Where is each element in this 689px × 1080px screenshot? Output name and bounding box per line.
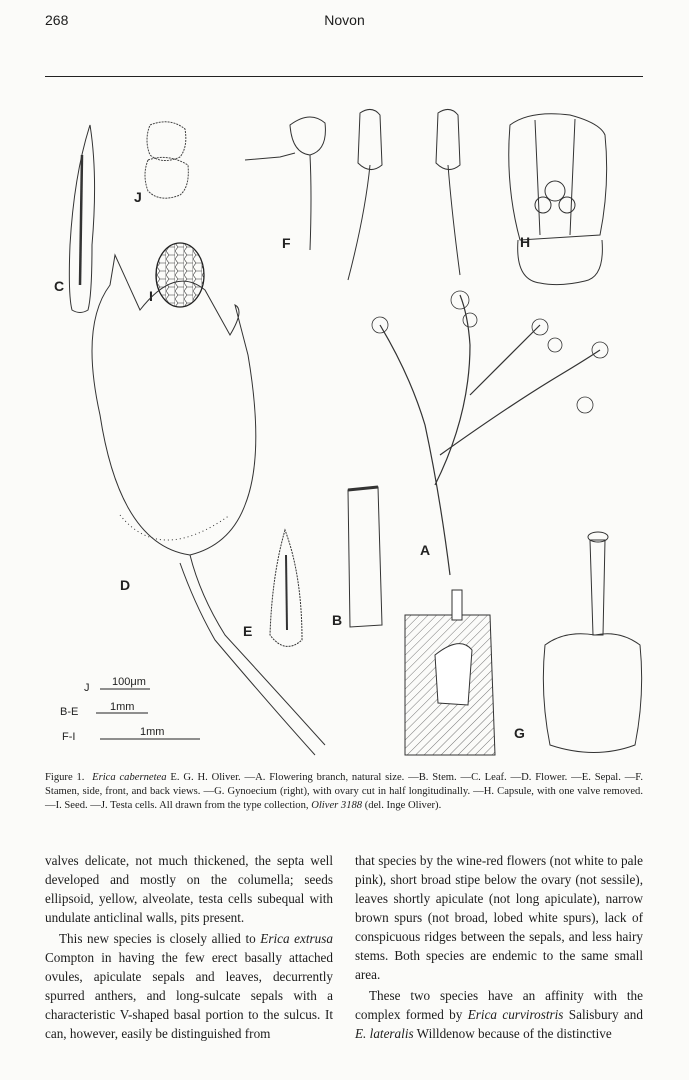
panel-label-g: G: [514, 725, 525, 741]
stem-drawing-b: [348, 487, 382, 627]
body-column-right: [355, 851, 643, 1043]
gynoecium-drawings-g: [405, 532, 642, 755]
scale-text-1mm-f-i: 1mm: [140, 726, 165, 738]
paragraph: valves delicate, not much thickened, the septa well developed and mostly on the columella; seeds ellipsoid, yellow, alveolate, testa cells subequal with undulate anticlinal walls, pits present.: [45, 853, 333, 925]
figure-caption: [45, 771, 643, 813]
running-head-journal: Novon: [324, 12, 365, 28]
scale-row-label-j: J: [84, 682, 90, 694]
panel-label-d: D: [120, 577, 131, 593]
header-rule: [45, 76, 643, 77]
caption-credit: (del. Inge Oliver).: [362, 800, 442, 811]
stamen-drawings-f: [245, 109, 460, 280]
species-name: E. lateralis: [355, 1026, 414, 1041]
collection-number: Oliver 3188: [311, 800, 363, 811]
body-column-left: [45, 851, 333, 1043]
sepal-drawing-e: [270, 530, 302, 646]
scale-bars: [60, 676, 200, 743]
leaf-drawing-c: [69, 125, 94, 313]
panel-label-b: B: [332, 612, 343, 628]
caption-text: E. G. H. Oliver. —A. Flowering branch, natural size. —B. Stem. —C. Leaf. —D. Flower. —E. Sepal. —F. Stamen, side, front, and back views. —G. Gynoecium (right), with ovary cut in half longitudinally. —H. Capsule, with one valve removed. —I. Seed. —J. Testa cells. All drawn from the type collection,: [45, 772, 643, 811]
panel-label-f: F: [282, 235, 291, 251]
panel-label-c: C: [54, 278, 65, 294]
testa-cells-drawing-j: [145, 122, 188, 198]
panel-label-e: E: [243, 623, 253, 639]
scale-row-label-b-e: B-E: [60, 706, 79, 718]
page-number: 268: [45, 12, 69, 28]
scale-row-label-f-i: F-I: [62, 731, 76, 743]
capsule-drawing-h: [509, 114, 607, 285]
species-name: Erica curvirostris: [467, 1007, 564, 1022]
paragraph: that species by the wine-red flowers (not white to pale pink), short broad stipe below the ovary (not sessile), leaves shortly apiculate (not long apiculate), narrow brown spurs (not broad, lobed white spurs), lack of conspicuous ridges between the sepals, and less hairy stems. Both species are endemic to the same small area.: [355, 853, 643, 982]
scale-text-100um: 100μm: [112, 676, 146, 688]
seed-drawing-i: [156, 243, 204, 307]
panel-label-i: I: [149, 288, 153, 304]
figure-label: Figure 1.: [45, 772, 85, 783]
panel-label-j: J: [134, 189, 142, 205]
scale-text-1mm-b-e: 1mm: [110, 701, 135, 713]
panel-label-a: A: [420, 542, 431, 558]
panel-label-h: H: [520, 234, 531, 250]
paragraph: These two species have an affinity with the complex formed by Erica curvirostris Salisbury and E. lateralis Willdenow because of the distinctive: [355, 988, 643, 1041]
species-name: Erica extrusa: [260, 931, 334, 946]
paragraph: This new species is closely allied to Erica extrusa Compton in having the few erect basally attached ovules, apiculate sepals and leaves, decurrently spurred anthers, and long-sulcate sepals with a characteristic V-shaped basal portion to the sulcus. It can, however, easily be distinguished from: [45, 931, 334, 1041]
botanical-illustration: [40, 95, 650, 765]
species-name: Erica cabernetea: [92, 772, 167, 783]
figure-plate: [40, 95, 650, 765]
flowering-branch-drawing-a: [372, 291, 608, 575]
